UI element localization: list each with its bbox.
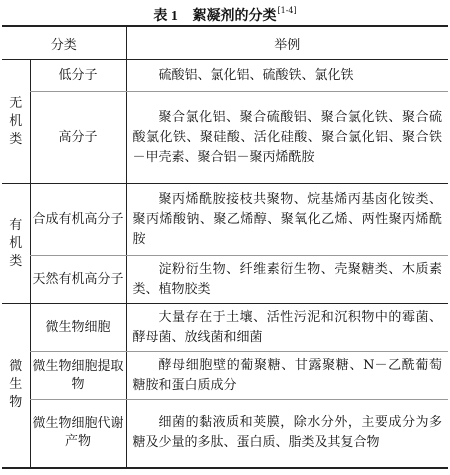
table-row — [2, 256, 448, 304]
table-row — [2, 184, 448, 256]
subcategory-cell: 微生物细胞 — [30, 304, 126, 352]
table-row — [2, 352, 448, 400]
subcategory-cell: 高分子 — [30, 92, 126, 184]
category-cell — [2, 184, 30, 304]
table-title: 絮凝剂的分类 — [192, 8, 277, 24]
citation-ref: [1-4] — [277, 6, 297, 15]
category-cell — [2, 304, 30, 468]
category-inorganic: 无机类 — [9, 95, 23, 147]
subcategory-cell: 合成有机高分子 — [30, 184, 126, 256]
example-cell: 大量存在于土壤、活性污泥和沉积物中的霉菌、酵母菌、放线菌和细菌 — [126, 304, 448, 352]
example-cell: 细菌的黏液质和荚膜，除水分外，主要成分为多糖及少量的多肽、蛋白质、脂类及其复合物 — [126, 400, 448, 468]
table-row — [2, 92, 448, 184]
subcategory-cell: 天然有机高分子 — [30, 256, 126, 304]
header-example: 举例 — [126, 26, 448, 60]
category-cell — [2, 60, 30, 184]
flocculant-classification-table — [2, 25, 448, 469]
header-row — [2, 26, 448, 60]
category-microbial: 微生物 — [9, 359, 23, 411]
table-caption — [0, 1, 450, 27]
category-organic: 有机类 — [9, 217, 23, 269]
example-cell: 硫酸铝、氯化铝、硫酸铁、氯化铁 — [126, 60, 448, 92]
table-label: 表 1 — [153, 9, 178, 24]
table-row — [2, 60, 448, 92]
subcategory-cell: 低分子 — [30, 60, 126, 92]
subcategory-cell: 微生物细胞提取物 — [30, 352, 126, 400]
table-row — [2, 304, 448, 352]
example-cell: 聚丙烯酰胺接枝共聚物、烷基烯丙基卤化铵类、聚丙烯酸钠、聚乙烯醇、聚氧化乙烯、两性聚丙烯酰胺 — [126, 184, 448, 256]
example-cell: 淀粉衍生物、纤维素衍生物、壳聚糖类、木质素类、植物胶类 — [126, 256, 448, 304]
example-cell: 聚合氯化铝、聚合硫酸铝、聚合氯化铁、聚合硫酸氯化铁、聚硅酸、活化硅酸、聚合氯化铝、聚合铁－甲壳素、聚合铝－聚丙烯酰胺 — [126, 92, 448, 184]
header-category: 分类 — [2, 26, 126, 60]
table-row — [2, 400, 448, 468]
example-cell: 酵母细胞壁的葡聚糖、甘露聚糖、N－乙酰葡萄糖胺和蛋白质成分 — [126, 352, 448, 400]
subcategory-cell: 微生物细胞代谢产物 — [30, 400, 126, 468]
